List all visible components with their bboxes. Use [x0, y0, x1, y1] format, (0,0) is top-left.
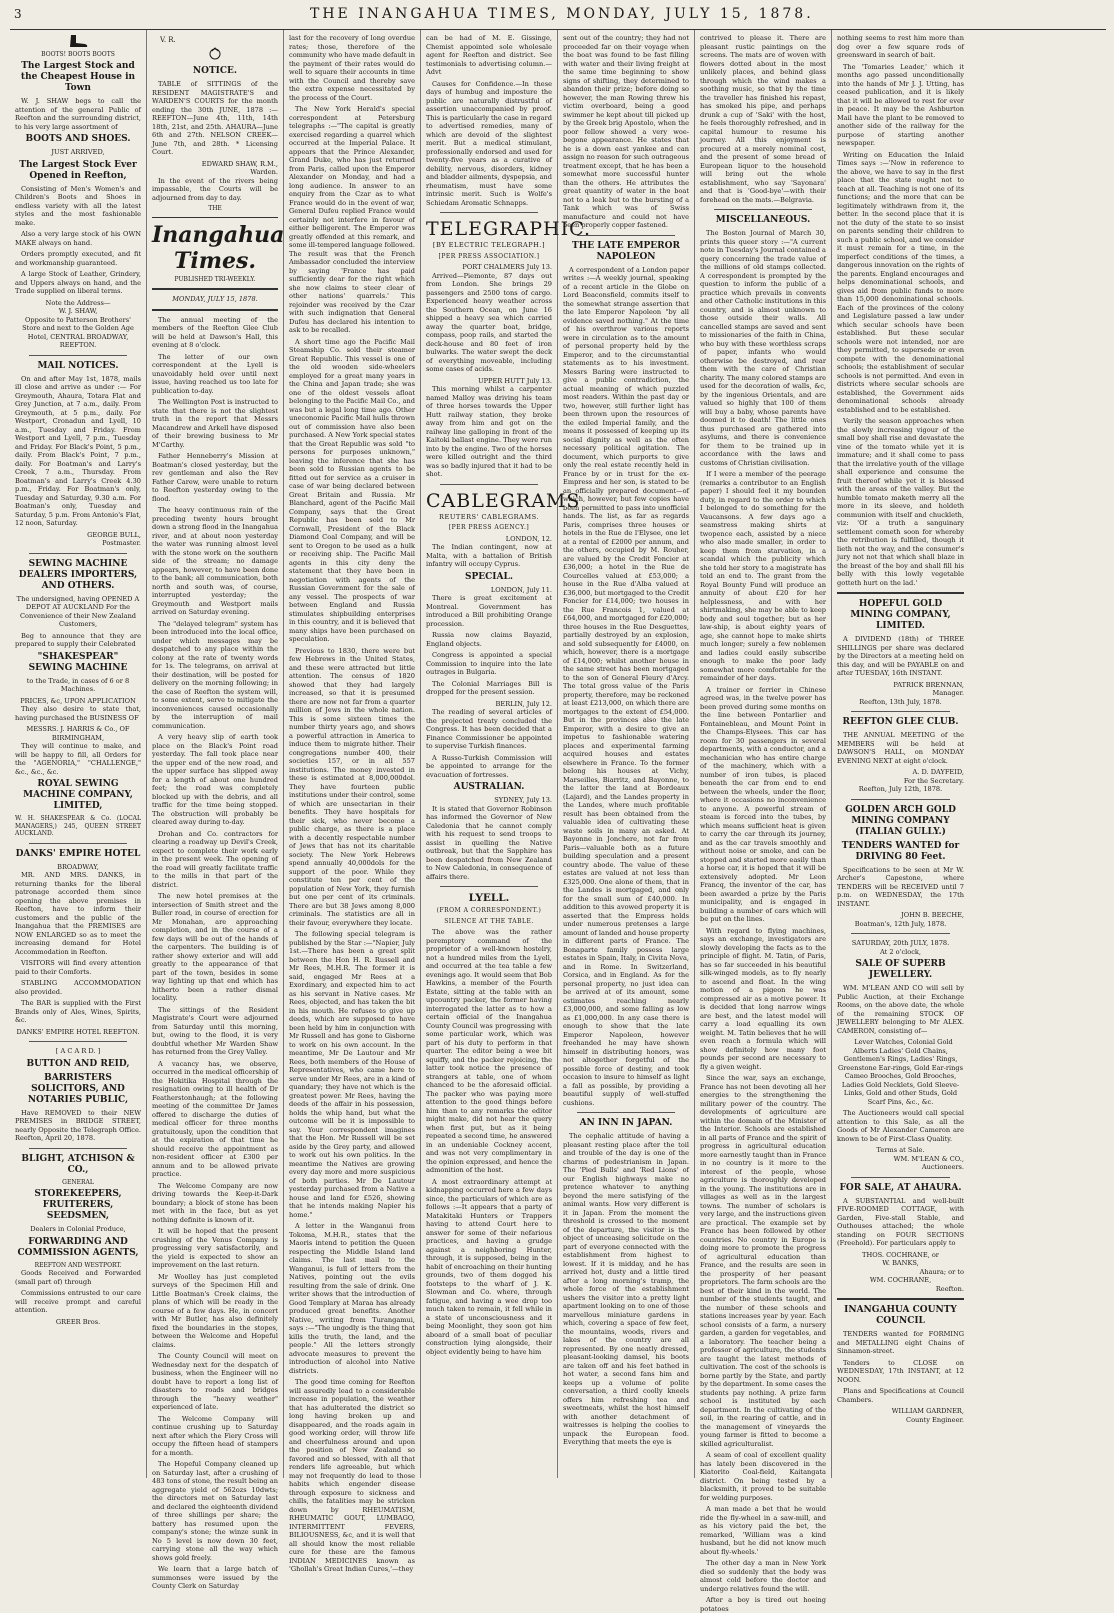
commissions-text: Commissions entrusted to our care will receive prompt and careful attention. [15, 1289, 141, 1314]
article-paragraph: Writing on Education the Inlaid Times says :—'Now in reference to the above, we have to say in the first place that the state ought not to teach at all. Teaching is not one of its functions; and the more that can be legitimately withdrawn from it, the better. In the second place that it is not the duty of the state to so insist on parents sending their children to such a public school, and we consider it must remain for a time, in the imperfect conditions of the times, a dangerous innovation on the rights of the parents. England encourages and helps denominational schools, and gives aid from public funds to more than 15,000 denominational schools. Each of the provinces of the colony and Legislature passed a law under which secular schools have been established. But these secular schools were not intended, nor are they permitted, to supersede or even compete with the denominational schools; the establishment of secular schools is not permitted. And even in districts where secular schools are established, the Government aids denominational schools already established and to be established. [837, 150, 964, 414]
cochrane-name: THOS. COCHRANE, or [862, 1250, 939, 1259]
mlean-name: WM. M'LEAN & CO., [893, 1154, 964, 1163]
special-heading: SPECIAL. [465, 571, 513, 582]
divider [440, 886, 538, 887]
sewing-dealers-heading: SEWING MACHINE DEALERS IMPORTERS, AND OTHERS. [18, 558, 138, 591]
napoleon-heading: THE LATE EMPEROR NAPOLEON [572, 240, 680, 262]
masthead [10, 6, 1106, 30]
table-sittings-text: TABLE of SITTINGS of the RESIDENT MAGISTRATE'S and WARDEN'S COURTS for the month ending the 30th JUNE, 1878 :— REEFTON—June 4th, 11th, 14th 18th, 21st, and 25th. AHAURA—June 6th and 27th. NELSON CREEK—June 7th, and 28th. * Licensing Court. [152, 80, 278, 156]
vr-label: V. R. [160, 36, 176, 44]
column-5 [558, 30, 695, 1478]
terms-label: Terms at Sale. [876, 1146, 925, 1154]
column-4 [421, 30, 591, 1478]
orders2-text: They will continue to make, and will be happy to fill, all Orders for the "AGENORIA," "CHALLENGE," &c., &c., &c. [15, 742, 141, 776]
note-address: Note the Address— [45, 298, 111, 307]
golden-arch-heading: GOLDEN ARCH GOLD MINING COMPANY (ITALIAN GULLY.) [845, 804, 956, 837]
notice-heading: NOTICE. [192, 66, 238, 76]
divider [577, 235, 675, 236]
article-paragraph: The 'Tomaries Leader,' which it months ago passed unconditionally into the hands of Mr J. J. Utting, has ceased publication, and it is likely that it will be allowed to rest for ever in peace. It may be the Ashburton Mail have the plant to be removed to another side of the railway for the purpose of starting another newspaper. [837, 62, 964, 147]
divider [837, 592, 964, 594]
article-paragraph: can be had of M. E. Gissinge, Chemist appointed sole wholesale agent for Reefton and district. See testimonials to advertising column.—Advt [426, 34, 552, 76]
orders-text: Orders promptly executed, and fit and workmanship guaranteed. [15, 250, 141, 267]
article-paragraph: The Wellington Post is instructed to state that there is not the slightest truth in the report that Messrs Macandrew and Arkell have disposed of their brewing business to Mr M'Carthy. [152, 398, 278, 449]
column-1 [10, 30, 147, 1478]
county-council-heading: INANGAHUA COUNTY COUNCIL [844, 1305, 957, 1326]
miscellaneous-heading: MISCELLANEOUS. [715, 215, 811, 225]
divider [29, 355, 127, 356]
prices-heading: PRICES, &c, UPON APPLICATION [20, 696, 136, 705]
gardner-name: WILLIAM GARDNER, [891, 1407, 964, 1415]
column-6 [695, 30, 832, 1613]
shaw-name: W. J. SHAW, [58, 307, 98, 315]
saturday-date: SATURDAY, 20th JULY, 1878. [851, 939, 950, 947]
reuters-cablegrams: REUTERS' CABLEGRAMS. [439, 512, 539, 521]
glee-club-heading: REEFTON GLEE CLUB. [842, 717, 959, 727]
forwarding-heading: FORWARDING AND COMMISSION AGENTS, [17, 1236, 139, 1258]
article-paragraph: There is great excitement at Montreal. Government has introduced a Bill prohibiting Orange procession. [426, 594, 552, 628]
article-paragraph: A trainer or ferrier in Chinese agreed was, in the twelve power has been proved during some months on the line between Pontarlier and Fontainebleau, and Mount Point in the Champs-Elysees. This car has room for 30 passengers in several departments, with a conductor, and a mechanician who has entire charge of the machinery, which with a number of iron tubes, is placed beneath the car from end to end between the wheels, under the floor, where it occasions no inconvenience to anyone. A powerful stream of steam is forced into the tubes, by which means sufficient heat is given to carry the car through its journey, and as the car travels smoothly and without noise or smoke, and can be stopped and started more easily than a horse car, it is hoped that it will be extensively adopted. Mr Leon Francq, the inventor of the car, has been awarded a prize by the Paris municipality, and is engaged in building a number of cars which will be put on the lines. [700, 685, 826, 923]
article-paragraph: It will be hoped that the present crushing of the Venus Company is progressing very satisfactorily, and the yield is expected to show an improvement on the last return. [152, 1227, 278, 1269]
mail-notices-heading: MAIL NOTICES. [37, 360, 119, 371]
blight-heading: BLIGHT, ATCHISON & CO., [21, 1153, 135, 1175]
article-paragraph: The letter of our own correspondent at the Lyell is unavoidably held over until next issue, having reached us too late for publication to-day. [152, 352, 278, 395]
issue-date: MONDAY, JULY 15, 1878. [172, 295, 258, 303]
royal-address: W. H. SHAKESPEAR & Co. (LOCAL MANAGERS,) 245, QUEEN STREET AUCKLAND. [15, 815, 141, 837]
dateline: LONDON, 12. [505, 534, 552, 543]
dateline: BERLIN, July 12. [495, 699, 552, 708]
manager-name: PATRICK BRENNAN, [893, 680, 964, 689]
divider [152, 309, 278, 311]
article-paragraph: We learn that a large batch of summonses were issued by the County Clerk on Saturday [152, 1565, 278, 1590]
article-paragraph: Since the war, says an exchange, France has not been devoting all her energies to the strengthening the military power of the country. The developments of agriculture are within the domain of the Minister of the Interior. Schools are established in all parts of France and the spirit of progress in agricultural education more earnestly taught than in France in no country is it more to the interest of the people, whose agriculture is thoroughly developed in the young. The institutions are in villages as well as in the largest towns. The number of scholars is very large, and the instructions given are practical. The example set by France has been followed by other countries. No country in Europe is doing more to promote the progress of agricultural education than France, and the results are seen in the prosperity of her peasant proprietors. The farm schools are the best of their kind in the world. The number of the students taught, and the number of these schools and stations increases year by year. Each school consists of a farm, a nursery garden, a garden for vegetables, and a laboratory. The teacher being a professor of agriculture, the students are taught the latest methods of cultivation. The cost of the schools is borne partly by the State, and partly by the department. In some cases the students pay nothing. A prize farm school is instituted by each department. In the cultivating of the soil, in the rearing of cattle, and in the management of vineyards the young farmer is fitted to become a skilled agriculturalist. [700, 1074, 826, 1448]
reefton-label: Reefton. [935, 1284, 964, 1293]
glee-meeting-text: THE ANNUAL MEETING of the MEMBERS will be held at DAWSON'S HALL, on MONDAY EVENING NEXT at eight o'clock. [837, 731, 964, 765]
glee-date: Reefton, July 12th, 1878. [858, 785, 943, 793]
article-paragraph: Previous to 1830, there were but few Hebrews in the United States, and these were attracted but little attention. The census of 1820 showed that they had largely increased, so that it is presumed there are now not far from a quarter million of Jews in the whole nation. This is some sixteen times the number thirty years ago, and shows a powerful attraction in America to induce them to migrate hither. Their congregations number 400, their societies 157, or in all 557 institutions. The money invested in these is estimated at 8,000,000dol. They have fourteen public institutions under their control, some of which are unsectarian in their benefits. They have hospitals for their sick, who never become a public charge, as there is a place with a decently respectable number of Jews that has not its charitable society. The New York Hebrews spend annually 40,000dols for the support of the poor. While they constitute ten per cent of the population of New York, they furnish but one per cent of its criminals. There are but 38 Jews among 8,000 criminals. The statistics are all in their favour, everywhere they locate. [289, 646, 415, 927]
column-3 [284, 30, 421, 1573]
article-paragraph: The Welcome Company are now driving towards the Keep-it-Dark boundary; a block of stone has been met with in the face, but as yet nothing definite is known of it. [152, 1181, 278, 1224]
dateline: PORT CHALMERS July 13. [462, 263, 552, 271]
article-paragraph: last for the recovery of long overdue rates; those, therefore of the community who have made default in the payment of their rates would do well to square their accounts in time with the Council and thereby save the extra expense necessitated by the process of the Court. [289, 34, 415, 102]
secretary-title: For the Secretary. [903, 776, 964, 785]
boot-illustration-icon [15, 34, 141, 51]
general-label: GENERAL [62, 1178, 94, 1186]
article-paragraph: The Colonial Marriages Bill is dropped for the present session. [426, 679, 552, 696]
hopeful-heading: HOPEFUL GOLD MINING COMPANY, LIMITED. [850, 599, 951, 631]
article-paragraph: A letter in the Wanganui from Tokoma, M.H.R., states that the Maoris intend to petition the Queen respecting the Middle Island land claims. The last mail to the Wanganui, is full of letters from the Natives, pointing out the evils resulting from the sale of drink. One writer shows that the introduction of Good Templary at Maraa has already produced great benefits. Another Native, writing from Turangamui, says :—"The ungodly is the thing that kills the truth, the land, and the people." All the letters strongly advocate measures to prevent the introduction of alcohol into Native districts. [289, 1222, 415, 1375]
article-paragraph: A most extraordinary attempt at kidnapping occurred here a few days since, the particulars of which are as follows :—It appears that a party of Matakitaki Hunters or Trappers having to attend Court here to answer for some of their nefarious practices, and having a grudge against a neighboring Hunter, through, it is supposed, being in the habit of encroaching on their hunting grounds, two of them dogged his footsteps to the wharf of J. K. Slowman and Co. where, through fatigue, and having a wee drop too much taken to remain, it fell while in a state of unconsciousness and it being Moonlight, they soon got him aboard of a small boat of peculiar construction lying alongside, their object evidently being to have him [426, 1177, 552, 1356]
purchased-text: They also desire to state that, having purchased the BUSINESS OF [15, 705, 141, 722]
article-paragraph: This morning whilst a carpenter named Malloy was driving his team of three horses towards the Upper Hutt railway station, they broke away from him and got on the railway line galloping in front of the Kaitoki ballast engine. They were run into by the engine. Two of the horses were killed outright and the third was so badly injured that it had to be shot. [426, 385, 552, 478]
hopeful-dividend-text: A DIVIDEND (18th) of THREE SHILLINGS per share was declared by the Directors at a meeting held on this day, and will be PAYABLE on and after TUESDAY, 16th INSTANT. [837, 635, 964, 677]
boots-banner: BOOTS! BOOTS BOOTS [41, 50, 115, 58]
removed-text: Have REMOVED to their NEW PREMISES in BRIDGE STREET, nearly Opposite the Telegraph Office. Reefton, April 20, 1878. [15, 1108, 141, 1142]
per-press-agency: [PER PRESS AGENCY.] [448, 524, 530, 531]
article-paragraph: The sittings of the Resident Magistrate's Court were adjourned from Saturday until this morning, but, owing to the flood, it is very doubtful whether Mr Warden Shaw has returned from the Grey Valley. [152, 1005, 278, 1056]
article-paragraph: Congress is appointed a special Commission to inquire into the late outrages in Bulgaria. [426, 651, 552, 676]
article-paragraph: A man made a bet that he would ride the fly-wheel in a saw-mill, and as his victory paid the bet, the remarked, 'William was a kind husband, but he did not know much about fly-wheels.' [700, 1505, 826, 1556]
card-label: [ A C A R D. ] [55, 1047, 101, 1055]
the-label: THE [208, 205, 222, 212]
article-paragraph: A correspondent of a London paper writes :—A weekly journal, speaking of a recent article in the Globe on Lord Beaconsfield, commits itself to the somewhat strange assertion that the late Emperor Napoleon "by all evidence saved nothing." At the time of his overthrow various reports were in circulation as to the amount of personal property held by the Emperor, and to the circumstantial statements as to his investment. Messrs Baring were instructed to give a public contradiction, the actual meaning of which puzzled most readers. Within the past day or two, however, still further light has been thrown upon the resources of the exiled Imperial family, and the means it possessed of keeping up its social dignity as well as the often necessary political agitation. The document, which purports to give only the real estate recently held in France by or in trust for the ex-Empress and her son, is stated to be an officially prepared document—of which, however, but few copies have been permitted to pass into unofficial hands. The list, as far as regards Paris, comprises three houses or hotels in the Rue de l'Elysee, one let at a rental of £2000 per annum, and the others, occupied by M. Rouher, are valued by the Credit Foncier at £36,000; a hotel in the Rue de Courcelles valued at £53,000; a house in the Rue d'Alba valued at £36,000, but mortgaged to the Credit Foncier for £14,000; two houses in the Rue Francois 1, valued at £64,000, and mortgaged for £20,000; three houses in the Rue Desguettes, partially destroyed by an explosion, and sold subsequently for £4000, on which, however, there is a mortgage of £14,000; whilst another house in the same street has been mortgaged to the son of General Fleury d'Arcy. The total gross value of the Paris property, therefore, may be reckoned at least £213,000, on which there are mortgages to the extent of £54,000. But in the provinces also the late Emperor, with a desire to give an impetus to fashionable watering places and experimental farming acquired houses and estates elsewhere in France. To the former belong his houses at Vichy, Marseilles, Biarritz, and Bayonne, to the latter the land at Bordeaux (Lajard), and the Landes property in the Landes, where much profitable result has been obtained from the valuable idea of cultivating these waste soils in many an asked. At Bayonne in Jonchere, not far from Paris—valuable both as a future building speculation and a present country abode. The value of these estates are valued at not less than £325,000. One alone of them, that in the Landes is mortgaged, and only for the small sum of £40,000. In addition to this avowed property it is asserted that the Empress holds under numerous pretenses a large amount of landed and house property in different parts of France. The Bonaparte family possess large estates in Spain, Italy, in Civita Nova, and in Rome. In Switzerland, Corsica, and in England. As for the personal property, no just idea can be arrived at of its amount, some estimates reaching nearly £3,000,000, and some falling as low as £1,000,000. In any case there is enough to show that the late Emperor Napoleon, however freehanded he may have shown himself in distributing honors, was not altogether forgetful of the possible force of destiny, and took occasion to insure to himself as light a fall as possible, by providing a beautiful supply of well-stuffed cushions. [563, 265, 689, 1107]
telegraphic-heading: TELEGRAPHIC. [426, 218, 591, 240]
sale-ahaura-heading: FOR SALE, AT AHAURA. [839, 1182, 962, 1193]
divider [29, 1041, 127, 1042]
button-reid-heading: BUTTON AND REID, [26, 1058, 130, 1069]
article-paragraph: Verily the season approaches when the slowly increasing vigour of the small boy shall rise and devastate the vine of the tomato while yet it is immature; and it shall come to pass that the irrelative youth of the village shall experience and consume the fruit thereof while yet it is blessed with the areas of the valley. But the humble tomato maketh merry all the more in its sleeve, and holdeth communion with itself and chuckleth, viz: 'Of a truth a sanguinary settlement cometh soon for whereby the retribution is fulfilled, though it lieth not the way, and the consumer's jury not not that which shall blaze in the breast of the boy and shall fill his belly with this lowly vegetable gotteth hurt on the lad.' [837, 417, 964, 587]
article-paragraph: The heavy continuous rain of the preceding twenty hours brought down a strong flood in the Inangahua river, and at about noon yesterday the water was running almost level with the stone work on the southern side of the stream; no damage appears, however, to have been done to the bank; all communication, both north and south was, of course, interrupted yesterday; the Greymouth and Westport mails arrived on Saturday evening. [152, 506, 278, 616]
tenders-driving-heading: TENDERS WANTED for DRIVING 80 Feet. [841, 840, 960, 862]
shakespear-heading: "SHAKESPEAR" SEWING MACHINE [28, 651, 128, 673]
danks-text: MR. AND MRS. DANKS, in returning thanks for the liberal patronage accorded them since opening the above premises in Reefton, have to inform their customers and the public of the Inangahua that the PREMISES are NOW ENLARGED so as to meet the increasing demand for Hotel Accommodation in Reefton. [15, 871, 141, 956]
article-paragraph: The Hopeful Company cleaned up on Saturday last, after a crushing of 483 tons of stone, the result being an aggregate yield of 562ozs 10dwts; the directors met on Saturday last and declared the eighteenth dividend of three shillings per share; the battery has resumed upon the company's stone; the winze sunk in No 5 level is now down 30 feet, carrying stone all the way which shows gold freely. [152, 1460, 278, 1562]
warden-title: Warden. [250, 168, 278, 176]
council-tenders-text: TENDERS wanted for FORMING and METALLING eight Chains of Sinnamon-street. [837, 1330, 964, 1355]
auctioneers-title: Auctioneers. [921, 1163, 964, 1171]
article-paragraph: Russia now claims Bayazid, England objects. [426, 631, 552, 648]
divider [440, 484, 538, 485]
article-paragraph: A Russo-Turkish Commission will be appointed to arrange for the evacuation of fortresses. [426, 753, 552, 779]
article-paragraph: With regard to flying machines, says an exchange, investigators are slowly developing the facts as to the principle of flight. M. Tatin, of Paris, has so far succeeded in his beautiful silk-winged models, as to fly nearly to ascend and float. In the wing motion of a pigeon he was compressed air as a motive power. It is decided that long narrow wings are best, and the latest model will carry a load equalling its own weight. M. Tatin believes that he will even reach a formula which will show definitely how many foot pounds per second are necessary to fly a given weight. [700, 926, 826, 1071]
article-paragraph: If I were a member of the peerage (remarks a contributor to an English paper) I should feel it my bounden duty, in regard to the order to which I belonged to do something for the Vaucansons. A few days ago a seamstress making shirts at twopence each, assisted by a niece who also made smaller, in order to keep them from starvation, in a scandal which the publicity which she told her story to a magistrate has told an end to. The grant from the Royal Bounty Fund will produce an annuity of about £20 for her helplessness, and with her shirtmaking, she may be able to keep body and soul together; but as her law-ship, is about eighty years of age, she cannot hope to make shirts much longer; surely a few noblemen and ladies could easily subscribe enough to make the poor lady somewhat more comfortable for the remainder of her days. [700, 470, 826, 682]
lyell-heading: LYELL. [468, 892, 510, 904]
article-paragraph: contrived to please it. There are pleasant rustic paintings on the screens. The mats are of woven with flowers dotted about in the most unlikely places, and behind glass through which the wind makes a soothing music, so that by the time the traveller has finished his repast, has smoked his pipe, and perhaps drunk a cup of 'Saki' with the host, he feels thoroughly refreshed, and in capital humour to resume his journey. All this enjoyment is procured at a merely nominal cost, and the present of some bread of European liquor to the household will bring out the whole establishment, who say 'Sayonara' and that is 'Good-bye'—with their forehead on the mats.—Belgravia. [700, 34, 826, 204]
just-arrived: JUST ARRIVED, [51, 148, 105, 156]
greer-bros: GREER Bros. [55, 1317, 101, 1326]
dateline: SYDNEY, July 13. [494, 796, 552, 804]
divider [714, 209, 812, 210]
divider [440, 212, 538, 213]
article-paragraph: The good time coming for Reefton will assuredly lead to a considerable increase in population, the weather that has adulterated the district so long having broken up and disappeared, and the roads again in good working order, will throw life and cheerfulness around and upon the position of New Zealand so favored and so blessed, with all that renders life agreeable, but which may not frequently do lead to those habits which engender disease through exposure to sickness and chills, the fatalities may be stricken down by RHEUMATISM, RHEUMATIC GOUT, LUMBAGO, INTERMITTENT FEVERS, BILIOUSNESS, &c, and it is well that all should know the most reliable cure for these are the famous INDIAN MEDICINES known as 'Ghollah's Great Indian Cures,'—they [289, 1378, 415, 1573]
newspaper-title: Inangahua Times. [152, 217, 278, 274]
tenders-text: Specifications to be seen at Mr W. Archer's Capestone, where TENDERS will be RECEIVED until 7 p.m. on WEDNESDAY, the 17th INSTANT. [837, 865, 964, 908]
postmaster-title: Postmaster. [102, 539, 141, 547]
article-paragraph: The cephalic attitude of having a pleasant resting place after the toil and trouble of the day is one of the charms of pedestrianism in Japan. The 'Pied Bulls' and 'Red Lions' of our English highways make no pretence whatever to anything beyond the mere satisfying of the animal wants. How very different is it in Japan. From the moment the threshold is crossed to the moment of the departure, the visitor is the object of unceasing solicitude on the part of everyone connected with the establishment from highest to lowest. If it is midday, and he has arrived hot, dusty and a little tired after a long morning's tramp, the whole force of the establishment ushers the visitor into a pretty light apartment looking on to one of those marvellous miniature gardens in which, covering a space of few feet, the mountains, woods, rivers and lakes of the country are all represented. By one neatly dressed, pleasant-looking damsel, his boots are taken off and his feet bathed in hot water, a second fans him and keeps up a volume of polite conversation, a third coolly kneels offers him refreshing tea and sweetmeats, whilst the host himself with another detachment of waitresses is helping the coolies to unpack the European food. Everything that meets the eye is [563, 1132, 689, 1446]
jewellery-list: Lever Watches, Colonial Gold Alberts Ladies' Gold Chains, Gentlemen's Rings, Ladies' Rings, Greenstone Ear-rings, Gold Ear-rings Cameo Brooches, Gold Brooches, Ladies Gold Necklets, Gold Sleeve-Links, Gold and other Studs, Gold Scarf Pins, &c., &c. [837, 1038, 964, 1106]
rm-name: EDWARD SHAW, R.M., [201, 159, 278, 168]
royal-sewing-heading: ROYAL SEWING MACHINE COMPANY, LIMITED, [23, 779, 133, 811]
beeche-date: Boatman's, 12th July, 1878. [854, 919, 947, 928]
stabling-text: STABLING ACCOMMODATION also provided. [15, 979, 141, 996]
storekeepers-heading: STOREKEEPERS, FRUITERERS, SEEDSMEN, [34, 1189, 122, 1221]
article-paragraph: The Boston Journal of March 30, prints this queer story :—"A current note in Tuesday's Journal contained a query concerning the trade value of the millions of old stamps collected. A correspondent is prompted by the question to inform the public of a practice which prevails in convents and other Catholic institutions in this country, and is almost unknown to those outside their walls. All cancelled stamps are saved and sent to missionaries of the faith in China, who buy with these worthless scraps of paper, infants who would otherwise be destroyed, and rear them with the care of Christian charity. The many colored stamps are used for the decoration of walls, &c, by the ingenious Orientals, and are valued so highly that 100 of them will buy a baby, whose parents have doomed it to death! The little ones thus purchased are gathered into asylums, and there is convenience for them to be trained up in accordance with the laws and customs of Christian civilisation. [700, 229, 826, 467]
columns [10, 30, 1106, 1613]
wm-cochrane-name: WM. COCHRANE, [869, 1276, 932, 1284]
article-paragraph: The new hotel premises at the intersection of Smith street and the Buller road, in course of erection for Mr Monahan, are approaching completion, and in the course of a few days will be out of the hands of the carpenters. The building is of rather showy exterior and will add greatly to the appearance of that part of the town, besides in some way lighting up that end which has hitherto been a rather dismal locality. [152, 892, 278, 1002]
opposite-text: Opposite to Patterson Brothers' Store and next to the Golden Age Hotel, CENTRAL BROADWAY, REEFTON. [22, 315, 134, 349]
masthead-title: THE INANGAHUA TIMES, MONDAY, JULY 15, 1878. [309, 6, 814, 22]
divider [577, 1112, 675, 1113]
ahaura-or: Ahaura; or to [919, 1267, 964, 1276]
danks-hotel-heading: DANKS' EMPIRE HOTEL [15, 848, 141, 859]
jewellery-sale-heading: SALE OF SUPERB JEWELLERY. [855, 959, 946, 980]
beeche-name: JOHN B. BEECHE, [901, 911, 964, 919]
article-paragraph: Father Henneberry's Mission at Boatman's closed yesterday, but the rev gentleman and also the Rev Father Carew, were unable to return to Reefton yesterday owing to the flood. [152, 452, 278, 503]
article-paragraph: A short time ago the Pacific Mail Steamship Co. sold their steamer Great Republic. This vessel is one of the old wooden side-wheelers employed for a great many years in the China and Japan trade; she was one of the oldest vessels afloat belonging to the Pacific Mail Co., and was but a legal long time ago. Other uneconomic Pacific Mail hulls thrown out of commission have also been purchased. A New York special states that the Great Republic was sold "to persons for purposes unknown," leaving the inference that she has been sold to Russian agents to be fitted out for service as a cruiser in case of war being declared between Great Britain and Russia. Mr Blanchard, agent of the Pacific Mail Company, says that the Great Republic has been sold to Mr Cornwall, President of the Black Diamond Coal Company, and will be sent to Oregon to be used as a hulk or receiving ship. The Pacific Mail agents in this city deny the statement that they have been in negotiation with agents of the Russian Government for the sale of any vessel. The prospects of war between England and Russia stimulates shipbuilding enterprises in this country, and it is believed that many ships have been purchased on speculation. [289, 337, 415, 643]
danks-footer: DANKS' EMPIRE HOTEL REEFTON. [16, 1027, 140, 1036]
consisting-text: Consisting of Men's Women's and Children's Boots and Shoes in endless variety with all the latest styles and the most fashionable make. [15, 184, 141, 227]
article-paragraph: The above was the rather peremptory command of the proprietor of a well-known hostelry, not a hundred miles from the Lyell, and occurred at the tea table a few evenings ago. It would seem that Bob Hawkins, a member of the Fourth Estate, sitting at the table with an upcountry packer, the former having interrogated the latter as to how a certain official of the Inangahua County Council was progressing with some particular work, which was part of his duty to perform in that quarter. The editor being a wee bit squiffy, and the packer rejoicing, the latter took notice the presence of strangers at table, one of whom chanced to be the aforesaid official. The packer who was paying more attention to the good things before him than to any remarks the editor might make, did not hear the query when first put, but as it being repeated a second time, he answered in an undeniable Cockney accent, and was not very complimentary in the opinion expressed, and hence the admonition of the host. [426, 928, 552, 1174]
broadway: BROADWAY, [57, 862, 99, 871]
reefton-westport: REEFTON AND WESTPORT. [34, 1261, 122, 1269]
column-2 [147, 30, 285, 1590]
dateline: LONDON, July 11. [490, 585, 552, 594]
silence-subheading: SILENCE AT THE TABLE. [444, 917, 534, 925]
cottage-text: A SUBSTANTIAL and well-built FIVE-ROOMED COTTAGE, with Garden, Five-stall Stable, and Outhouses attached; the whole standing on FOUR SECTIONS (Freehold). For particulars apply to [837, 1196, 964, 1247]
leather-text: A large Stock of Leather, Grindery, and Uppers always on hand, and the Trade supplied on liberal terms. [15, 270, 141, 295]
column-7 [832, 30, 969, 1478]
harris-name: MESSRS. J. HARRIS & Co., OF BIRMINGHAM, [26, 725, 130, 742]
barristers-heading: BARRISTERS SOLICITORS, AND NOTARIES PUBLIC, [27, 1072, 129, 1105]
article-paragraph: The "delayed telegram" system has been introduced into the local office, under which messages may be despatched to any place within the colony at the rate of twenty words for 1s. The telegrams, on arrival at their destination, will be posted for delivery on the morning following; in the case of Reefton the system will, to some extent, serve to mitigate the inconveniences caused occasionally by the interruption of mail communication. [152, 619, 278, 730]
largest-stock-heading: The Largest Stock and the Cheapest House in Town [20, 61, 136, 93]
secretary-name: A. D. DAYFEID, [912, 768, 964, 776]
dateline: UPPER HUTT July 13. [478, 376, 552, 385]
article-paragraph: A very heavy slip of earth took place on the Black's Point road yesterday. The fall took place near the upper end of the new road, and the upper surface has slipped away for a length of about one hundred feet; the road was completely blocked up with the debris, and all traffic for the time being stopped. The obstruction will probably be cleared away during to-day. [152, 733, 278, 826]
manager-title: Manager. [932, 689, 964, 697]
article-paragraph: The annual meeting of the members of the Reefton Glee Club will be held at Dawson's Hall, this evening at 8 o'clock. [152, 315, 278, 349]
own-make-text: Also a very large stock of his OWN MAKE always on hand. [15, 230, 141, 247]
article-paragraph: After a boy is tired out hoeing potatoes [700, 1596, 826, 1613]
undersigned-text: The undersigned, having OPENED A DEPOT AT AUCKLAND For the Convenience of their New Zealand Customers, [16, 594, 140, 628]
article-paragraph: It is stated that Governor Robinson has informed the Governor of New Caledonia that he cannot comply with his request to send troops to assist in quelling the Native outbreak, but that the Sapphire has been despatched from New Zealand to New Caledonia, in consequence of affairs there. [426, 804, 552, 881]
article-paragraph: The Indian contingent, now at Malta, with a battalion of British infantry will occupy Cyprus. [426, 543, 552, 568]
largest-opened-heading: The Largest Stock Ever Opened in Reefton, [19, 159, 137, 181]
article-paragraph: The New York Herald's special correspondent at Petersburg telegraphs :—"The capital is greatly exercised regarding a quarrel which occurred at the Imperial Palace. It appears that the Prince Alexander, Grand Duke, who has just returned from Paris, called upon the Emperor Alexander on Monday, and had a long audience. In answer to an enquiry from the Czar as to what France would do in the event of war, General Dufeu replied France would certainly not interfere in favour of either belligerent. The Emperor was greatly offended at this remark, and some ill-tempered language followed. The result was that the French Ambassador concluded the interview by saying 'France has paid sufficiently dear for the right which she now claims to steer clear of other nations' quarrels.' This rejoinder was received by the Czar with such indignation that General Dufeu has declared his intention to ask to be recalled. [289, 105, 415, 334]
sale-time: At 2 o'clock, [879, 947, 922, 956]
article-paragraph: Mr Woolley has just completed surveys of the Specimen Hill and Little Boatman's Creek claims, the plans of which will be ready in the course of a few days. He, in concert with Mr Butler, has also definitely fixed the boundaries in the stopes, between the Welcome and Hopeful claims. [152, 1272, 278, 1349]
article-paragraph: The reading of several articles of the projected treaty concluded the Congress. It has been decided that a Finance Commissioner be appointed to supervise Turkish finances. [426, 708, 552, 750]
article-paragraph: A seam of coal of excellent quality has lately been discovered in the Kiatorito Coal-field, Kaitangata district. On being tested by a blacksmith, it proved to be suitable for welding purposes. [700, 1451, 826, 1502]
article-paragraph: A vacancy has, we observe, occurred in the medical officership of the Hokitika Hospital through the resignation owing to ill health of Dr Featherstonhaugh; at the following meeting of the committee Dr James offered to discharge the duties of medical officer for three months gratuitously, upon the condition that at the expiration of that time he should receive the appointment as non-resident officer at £300 per annum and to be allowed private practice. [152, 1059, 278, 1178]
divider [837, 1298, 964, 1300]
flood-note: In the event of the rivers being impassable, the Courts will be adjourned from day to day. [152, 176, 278, 202]
inn-japan-heading: AN INN IN JAPAN. [579, 1118, 673, 1128]
visitors-text: VISITORS will find every attention paid to their Comforts. [15, 959, 141, 976]
article-paragraph: Arrived—Piemonte, 87 days out from London. She brings 29 passengers and 2500 tons of cargo. Experienced heavy weather across the Southern Ocean, on June 16 shipped a heavy sea which carried away the quarter boat, bridge, compass, poop rails, and started the deck-house and 80 feet of iron bulwarks. The water swept the deck of everything moveable, including some cases of acids. [426, 271, 552, 373]
page-number: 3 [14, 7, 22, 21]
engineer-title: County Engineer. [906, 1415, 964, 1424]
article-paragraph: sent out of the country; they had not proceeded far on their voyage when the boat was found to be fast filling with water and their living freight at the same time beginning to show signs of shifting, they determined to abandon their prize; before doing so however, the man Rowing threw his victim overboard, being a good swimmer he kept about till picked up by the Greek brig Apostolo, when the poor fellow showed a very woe-begone appearance. He states that he is a down east yankee and can assign no reason for such outrageous treatment except, that he has been a somewhat more successful hunter than the others. He attributes the great quantity of water in the boat not to a leak but to the bursting of a Tank which was of Swiss manufacture and could not have been properly copper fastened. [563, 34, 689, 229]
per-press-association: [PER PRESS ASSOCIATION.] [438, 252, 540, 260]
plans-text: Plans and Specifications at Council Chambers. [837, 1387, 964, 1404]
divider [29, 553, 127, 554]
divider [851, 933, 950, 934]
hopeful-date: Reefton, 13th July, 1878. [859, 697, 942, 706]
article-paragraph: The Welcome Company will continue crushing up to Saturday next after which the Fiery Cross will occupy the fifteen head of stampers for a month. [152, 1414, 278, 1457]
beg-text: Beg to announce that they are prepared to supply their Celebrated [15, 631, 141, 648]
close-text: Tenders to CLOSE on WEDNESDAY, 17th INSTANT, at 12 NOON. [837, 1358, 964, 1384]
own-correspondent: (FROM A CORRESPONDENT.) [436, 907, 542, 914]
divider [29, 843, 127, 844]
cablegrams-heading: CABLEGRAMS [426, 489, 581, 512]
divider [851, 1177, 950, 1178]
trade-prices: to the Trade, in cases of 6 or 8 Machines. [26, 676, 130, 693]
divider [152, 288, 278, 290]
mail-notices-text: On and after May 1st, 1878, mails ill close and arrive as under :— For Greymouth, Ahaura, Totara Flat and Grey Junction, at 7 a.m., daily. From Greymouth, at 5 p.m., daily. For Westport, Cronadun and Lyell, 10 a.m., Tuesday and Friday. From Westport and Lyell, 7 p.m., Tuesday and Friday. For Black's Point, 5 p.m., daily. From Black's Point, 7 p.m., daily. For Boatman's and Larry's Creek, 7 a.m., Thursday. From Boatman's and Larry's Creek 4.30 p.m., Friday. For Boatman's only, Tuesday and Saturday, 9.30 a.m. For Boatman's only, Tuesday and Saturday, 5 p.m. From Antonio's Flat, 12 noon, Saturday. [15, 374, 141, 527]
australian-heading: AUSTRALIAN. [453, 782, 525, 792]
article-paragraph: nothing seems to rest him more than dog over a few square rods of greensward in search of bait. [837, 34, 964, 59]
divider [851, 711, 950, 712]
article-paragraph: The following special telegram is published by the Star :—"Napier, July 1st.—There has been a great split between the Hon H. R. Russell and Mr Rees, M.H.R. The former it is said, engaged Mr Rees at a Exordinary, and expected him to act as his servant in Native cases. Mr Rees, objected, and has taken the bit in his mouth. He refuses to give up deeds, which are supposed to have been held by him in conjunction with Mr Russell and has gone to Gisborne to work on his own account. In the meantime, Mr De Lautour and Mr Rees, both members of the House of Representatives, who came here to serve under Mr Rees, are in a kind of quandary; they have not which is the greatest power. Mr Rees, having the deeds of the affair in his possession, holds the whip hand, but what the outcome will be it is impossible to say. Your correspondent imagines that the Hon. Mr Russell will be set aside by the Grey party, and allowed to work out his own politics. In the meantime the Natives are growing every day more and more suspicious of both parties. Mr De Lautour yesterday purchased from a Native a house and land for £526, showing that he intends making Napier his home." [289, 930, 415, 1219]
by-electric-telegraph: [BY ELECTRIC TELEGRAPH.] [432, 241, 546, 249]
dealers-label: Dealers in Colonial Produce, [30, 1225, 126, 1233]
divider [851, 799, 950, 800]
article-paragraph: The County Council will meet on Wednesday next for the despatch of business, when the Engineer will no doubt have to report a long list of disasters to roads and bridges through the "heavy weather" experienced of late. [152, 1352, 278, 1411]
article-paragraph: Causes for Confidence.—In these days of humbug and imposture the public are naturally distrustful of assertion unaccompanied by proof. This is particularly the case in regard to advertised remedies, many of which are devoid of the slightest merit. But a medical stimulant, professionally endorsed and used for twenty-five years as a curative of debility, nervous, disorders, kidney and bladder ailments, dyspepsia, and rheumatism, must have some intrinsic merit. Such is Wolfe's Schiedam Aromatic Schnapps. [426, 79, 552, 207]
postmaster-name: GEORGE BULL, [87, 530, 141, 539]
published-label: PUBLISHED TRI-WEEKLY. [174, 275, 256, 283]
royal-crest-icon [152, 47, 278, 64]
vr-crest [160, 36, 270, 45]
article-paragraph: The other day a man in New York died so suddenly that the body was almost cold before the doctor and undergo relatives found the will. [700, 1559, 826, 1593]
boots-shoes-heading: BOOTS AND SHOES. [25, 134, 131, 144]
auctioneers-text: The Auctioneers would call special attention to this Sale, as all the Goods of Mr Alexander Cameron are known to be of First-Class Quality. [837, 1109, 964, 1143]
mlean-sale-text: WM. M'LEAN AND CO will sell by Public Auction, at their Exchange Rooms, on the above date, the whole of the remaining STOCK OF JEWELLERY belonging to Mr ALEX. CAMERON, consisting of— [837, 984, 964, 1035]
divider [29, 1148, 127, 1149]
bar-text: The BAR is supplied with the First Brands only of Ales, Wines, Spirits, &c. [15, 999, 141, 1024]
article-paragraph: Drohan and Co. contractors for clearing a roadway up Devil's Creek, expect to complete their work early in the present week. The opening of the road will greatly facilitate traffic to the mills in that part of the district. [152, 829, 278, 889]
goods-text: Goods Received and Forwarded (small part of) through [15, 1269, 141, 1286]
shaw-intro: W. J. SHAW begs to call the attention of the general Public of Reefton and the surrounding district, to his very large assortment of [15, 97, 141, 131]
banks-name: W. BANKS, [882, 1259, 919, 1267]
